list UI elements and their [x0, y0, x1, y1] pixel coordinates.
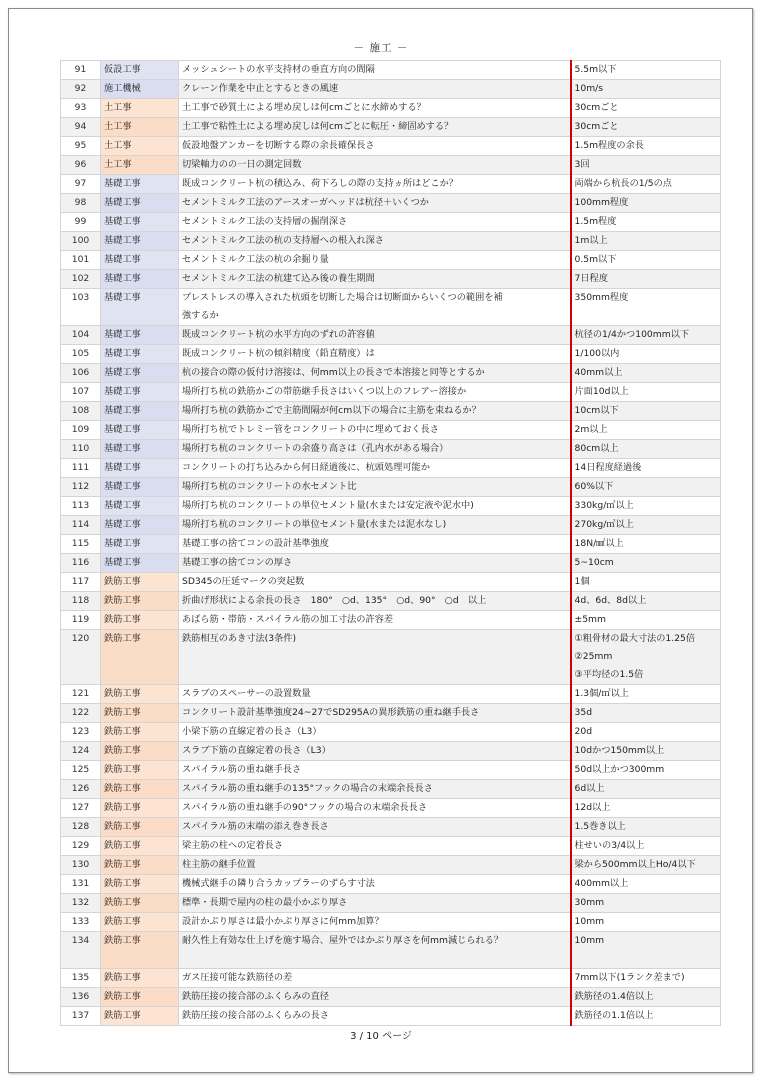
table-row [61, 535, 721, 554]
category-cell: 鉄筋工事 [101, 969, 179, 988]
category-cell: 土工事 [101, 137, 179, 156]
answer-cell: 片面10d以上 [571, 383, 721, 402]
question-cell: スパイラル筋の重ね継手の90°フックの場合の末端余長長さ [179, 799, 571, 818]
answer-cell: 400mm以上 [571, 875, 721, 894]
category-cell: 基礎工事 [101, 554, 179, 573]
category-cell: 鉄筋工事 [101, 704, 179, 723]
table-row [61, 611, 721, 630]
table-row [61, 175, 721, 194]
answer-cell [571, 630, 721, 685]
answer-cell: 50d以上かつ300mm [571, 761, 721, 780]
row-number: 118 [61, 592, 101, 611]
question-cell: セメントミルク工法の杭の支持層への根入れ深さ [179, 232, 571, 251]
category-cell: 鉄筋工事 [101, 742, 179, 761]
answer-cell: 1.3個/㎡以上 [571, 685, 721, 704]
table-row [61, 894, 721, 913]
table-row [61, 270, 721, 289]
question-cell: 機械式継手の隣り合うカップラーのずらす寸法 [179, 875, 571, 894]
table-row [61, 383, 721, 402]
category-cell: 鉄筋工事 [101, 723, 179, 742]
table-row [61, 251, 721, 270]
category-cell: 基礎工事 [101, 289, 179, 326]
row-number: 100 [61, 232, 101, 251]
category-cell: 基礎工事 [101, 478, 179, 497]
category-cell: 基礎工事 [101, 516, 179, 535]
table-row [61, 799, 721, 818]
table-row [61, 875, 721, 894]
answer-cell: 30mm [571, 894, 721, 913]
category-cell: 仮設工事 [101, 61, 179, 80]
row-number: 129 [61, 837, 101, 856]
table-row [61, 156, 721, 175]
table-row [61, 478, 721, 497]
answer-cell: 1.5m程度 [571, 213, 721, 232]
category-cell: 基礎工事 [101, 497, 179, 516]
table-row [61, 194, 721, 213]
category-cell: 基礎工事 [101, 326, 179, 345]
row-number: 104 [61, 326, 101, 345]
category-cell: 鉄筋工事 [101, 799, 179, 818]
table-row [61, 364, 721, 383]
answer-cell: 10mm [571, 932, 721, 969]
row-number: 125 [61, 761, 101, 780]
table-row [61, 80, 721, 99]
question-cell: 標準・長期で屋内の柱の最小かぶり厚さ [179, 894, 571, 913]
question-cell: 切梁軸力のの一日の測定回数 [179, 156, 571, 175]
answer-cell: 40mm以上 [571, 364, 721, 383]
question-cell: 土工事で粘性土による埋め戻しは何cmごとに転圧・締固めする？ [179, 118, 571, 137]
answer-cell: 30cmごと [571, 118, 721, 137]
category-cell: 鉄筋工事 [101, 818, 179, 837]
category-cell: 鉄筋工事 [101, 1007, 179, 1026]
table-row [61, 516, 721, 535]
answer-cell: 両端から杭長の1/5の点 [571, 175, 721, 194]
category-cell: 鉄筋工事 [101, 837, 179, 856]
table-row [61, 913, 721, 932]
category-cell: 鉄筋工事 [101, 761, 179, 780]
row-number: 137 [61, 1007, 101, 1026]
question-cell: セメントミルク工法のアースオーガヘッドは杭径＋いくつか [179, 194, 571, 213]
row-number: 120 [61, 630, 101, 685]
category-cell: 基礎工事 [101, 383, 179, 402]
table-row [61, 289, 721, 326]
table-row [61, 837, 721, 856]
table-row [61, 988, 721, 1007]
row-number: 133 [61, 913, 101, 932]
answer-cell-line: ③平均径の1.5倍 [574, 669, 644, 680]
table-row [61, 459, 721, 478]
question-cell: コンクリートの打ち込みから何日経過後に、杭頭処理可能か [179, 459, 571, 478]
qa-table [60, 60, 721, 1026]
row-number: 109 [61, 421, 101, 440]
category-cell: 基礎工事 [101, 402, 179, 421]
answer-cell: 1.5m程度の余長 [571, 137, 721, 156]
question-cell: 折曲げ形状による余長の長さ 180° ○d、135° ○d、90° ○d 以上 [179, 592, 571, 611]
table-row [61, 704, 721, 723]
category-cell: 鉄筋工事 [101, 630, 179, 685]
question-cell: スラブのスペーサーの設置数量 [179, 685, 571, 704]
question-cell: 場所打ち杭のコンクリートの余盛り高さは（孔内水がある場合） [179, 440, 571, 459]
row-number: 98 [61, 194, 101, 213]
category-cell: 鉄筋工事 [101, 592, 179, 611]
question-cell [179, 289, 571, 326]
question-cell-line: 強するか [182, 310, 219, 321]
answer-cell: 35d [571, 704, 721, 723]
answer-cell: 10m/s [571, 80, 721, 99]
question-cell: 土工事で砂質土による埋め戻しは何cmごとに水締めする？ [179, 99, 571, 118]
table-row [61, 118, 721, 137]
table-row [61, 402, 721, 421]
table-row [61, 61, 721, 80]
row-number: 93 [61, 99, 101, 118]
row-number: 113 [61, 497, 101, 516]
answer-cell: 鉄筋径の1.4倍以上 [571, 988, 721, 1007]
category-cell: 土工事 [101, 99, 179, 118]
answer-cell: 350mm程度 [571, 289, 721, 326]
answer-cell: 270kg/㎥以上 [571, 516, 721, 535]
answer-cell: 1個 [571, 573, 721, 592]
answer-cell: 12d以上 [571, 799, 721, 818]
answer-cell-line: ②25mm [574, 651, 613, 662]
question-cell-line: 耐久性上有効な仕上げを施す場合、屋外ではかぶり厚さを何mm減じられる？ [182, 935, 504, 946]
row-number: 112 [61, 478, 101, 497]
answer-cell: 5~10cm [571, 554, 721, 573]
row-number: 97 [61, 175, 101, 194]
answer-cell: 1/100以内 [571, 345, 721, 364]
question-cell: スラブ下筋の直線定着の長さ（L3） [179, 742, 571, 761]
row-number: 92 [61, 80, 101, 99]
table-row [61, 232, 721, 251]
answer-cell: 80cm以上 [571, 440, 721, 459]
question-cell: 設計かぶり厚さは最小かぶり厚さに何mm加算？ [179, 913, 571, 932]
category-cell: 鉄筋工事 [101, 913, 179, 932]
question-cell: セメントミルク工法の杭の余掘り量 [179, 251, 571, 270]
question-cell: 場所打ち杭でトレミー管をコンクリートの中に埋めておく長さ [179, 421, 571, 440]
category-cell: 鉄筋工事 [101, 780, 179, 799]
answer-cell: 0.5m以下 [571, 251, 721, 270]
row-number: 124 [61, 742, 101, 761]
question-cell [179, 932, 571, 969]
answer-cell: 6d以上 [571, 780, 721, 799]
question-cell: セメントミルク工法の支持層の掘削深さ [179, 213, 571, 232]
row-number: 119 [61, 611, 101, 630]
question-cell: 既成コンクリート杭の傾斜精度（鉛直精度）は [179, 345, 571, 364]
table-row [61, 932, 721, 969]
category-cell: 鉄筋工事 [101, 685, 179, 704]
answer-cell: 10dかつ150mm以上 [571, 742, 721, 761]
table-row [61, 780, 721, 799]
table-row [61, 742, 721, 761]
row-number: 136 [61, 988, 101, 1007]
row-number: 127 [61, 799, 101, 818]
table-row [61, 137, 721, 156]
category-cell: 基礎工事 [101, 251, 179, 270]
answer-cell: 3回 [571, 156, 721, 175]
table-row [61, 592, 721, 611]
answer-cell: 梁から500mm以上Ho/4以下 [571, 856, 721, 875]
row-number: 131 [61, 875, 101, 894]
question-cell: メッシュシートの水平支持材の垂直方向の間隔 [179, 61, 571, 80]
row-number: 103 [61, 289, 101, 326]
row-number: 128 [61, 818, 101, 837]
question-cell: 場所打ち杭のコンクリートの単位セメント量(水または泥水なし) [179, 516, 571, 535]
question-cell: 杭の接合の際の仮付け溶接は、何mm以上の長さで本溶接と同等とするか [179, 364, 571, 383]
question-cell-line [182, 950, 567, 968]
category-cell: 鉄筋工事 [101, 573, 179, 592]
question-cell: 場所打ち杭の鉄筋かごの帯筋継手長さはいくつ以上のフレアー溶接か [179, 383, 571, 402]
table-row [61, 99, 721, 118]
category-cell: 基礎工事 [101, 213, 179, 232]
category-cell: 土工事 [101, 118, 179, 137]
question-cell: セメントミルク工法の杭建て込み後の養生期間 [179, 270, 571, 289]
question-cell: 鉄筋相互のあき寸法(3条件) [179, 630, 571, 685]
row-number: 123 [61, 723, 101, 742]
row-number: 121 [61, 685, 101, 704]
answer-cell: 330kg/㎥以上 [571, 497, 721, 516]
question-cell: 仮設地盤アンカーを切断する際の余長確保長さ [179, 137, 571, 156]
row-number: 95 [61, 137, 101, 156]
question-cell: ガス圧接可能な鉄筋径の差 [179, 969, 571, 988]
row-number: 106 [61, 364, 101, 383]
category-cell: 鉄筋工事 [101, 875, 179, 894]
category-cell: 基礎工事 [101, 440, 179, 459]
answer-cell: 5.5m以下 [571, 61, 721, 80]
answer-cell: 60%以下 [571, 478, 721, 497]
category-cell: 基礎工事 [101, 270, 179, 289]
table-row [61, 818, 721, 837]
table-row [61, 421, 721, 440]
question-cell: スパイラル筋の重ね継手の135°フックの場合の末端余長長さ [179, 780, 571, 799]
row-number: 122 [61, 704, 101, 723]
question-cell: 場所打ち杭の鉄筋かごで主筋間隔が何cm以下の場合に主筋を束ねるか？ [179, 402, 571, 421]
row-number: 94 [61, 118, 101, 137]
table-row [61, 856, 721, 875]
answer-cell: 1.5巻き以上 [571, 818, 721, 837]
table-row [61, 497, 721, 516]
question-cell: 場所打ち杭のコンクリートの単位セメント量(水または安定液や泥水中) [179, 497, 571, 516]
answer-cell: 杭径の1/4かつ100mm以下 [571, 326, 721, 345]
row-number: 114 [61, 516, 101, 535]
category-cell: 基礎工事 [101, 364, 179, 383]
answer-cell: 7mm以下(1ランク差まで) [571, 969, 721, 988]
category-cell: 鉄筋工事 [101, 988, 179, 1007]
answer-cell: 7日程度 [571, 270, 721, 289]
row-number: 115 [61, 535, 101, 554]
answer-cell: 1m以上 [571, 232, 721, 251]
row-number: 135 [61, 969, 101, 988]
answer-cell: 30cmごと [571, 99, 721, 118]
table-row [61, 685, 721, 704]
answer-cell: 10mm [571, 913, 721, 932]
category-cell: 基礎工事 [101, 175, 179, 194]
row-number: 117 [61, 573, 101, 592]
answer-cell: 10cm以下 [571, 402, 721, 421]
question-cell: 基礎工事の捨てコンの厚さ [179, 554, 571, 573]
table-row [61, 1007, 721, 1026]
question-cell: クレーン作業を中止とするときの風速 [179, 80, 571, 99]
table-row [61, 723, 721, 742]
row-number: 108 [61, 402, 101, 421]
question-cell: 基礎工事の捨てコンの設計基準強度 [179, 535, 571, 554]
row-number: 111 [61, 459, 101, 478]
row-number: 96 [61, 156, 101, 175]
table-row [61, 630, 721, 685]
section-title: － 施工 － [353, 42, 409, 54]
row-number: 126 [61, 780, 101, 799]
row-number: 102 [61, 270, 101, 289]
question-cell: スパイラル筋の末端の添え巻き長さ [179, 818, 571, 837]
question-cell: 鉄筋圧接の接合部のふくらみの長さ [179, 1007, 571, 1026]
answer-cell: 100mm程度 [571, 194, 721, 213]
answer-cell: 14日程度経過後 [571, 459, 721, 478]
table-row [61, 326, 721, 345]
category-cell: 基礎工事 [101, 535, 179, 554]
category-cell: 施工機械 [101, 80, 179, 99]
question-cell: スパイラル筋の重ね継手長さ [179, 761, 571, 780]
row-number: 99 [61, 213, 101, 232]
table-row [61, 573, 721, 592]
question-cell: 鉄筋圧接の接合部のふくらみの直径 [179, 988, 571, 1007]
question-cell: 小梁下筋の直線定着の長さ（L3） [179, 723, 571, 742]
question-cell: 梁主筋の柱への定着長さ [179, 837, 571, 856]
category-cell: 基礎工事 [101, 421, 179, 440]
question-cell: 柱主筋の継手位置 [179, 856, 571, 875]
row-number: 101 [61, 251, 101, 270]
category-cell: 鉄筋工事 [101, 856, 179, 875]
answer-cell: 20d [571, 723, 721, 742]
table-row [61, 440, 721, 459]
question-cell: SD345の圧延マークの突起数 [179, 573, 571, 592]
page-number: 3 / 10 ページ [350, 1031, 412, 1042]
answer-cell: 4d、6d、8d以上 [571, 592, 721, 611]
question-cell: 既成コンクリート杭の積込み、荷下ろしの際の支持ヵ所はどこか？ [179, 175, 571, 194]
answer-cell-line: ①粗骨材の最大寸法の1.25倍 [574, 633, 696, 644]
question-cell-line: プレストレスの導入された杭頭を切断した場合は切断面からいくつの範囲を補 [182, 292, 503, 303]
answer-cell: 柱せいの3/4以上 [571, 837, 721, 856]
table-row [61, 554, 721, 573]
category-cell: 基礎工事 [101, 232, 179, 251]
answer-cell: 2m以上 [571, 421, 721, 440]
row-number: 107 [61, 383, 101, 402]
row-number: 91 [61, 61, 101, 80]
row-number: 132 [61, 894, 101, 913]
answer-cell: ±5mm [571, 611, 721, 630]
answer-cell: 18N/㎟以上 [571, 535, 721, 554]
row-number: 116 [61, 554, 101, 573]
question-cell: 既成コンクリート杭の水平方向のずれの許容値 [179, 326, 571, 345]
answer-cell: 鉄筋径の1.1倍以上 [571, 1007, 721, 1026]
row-number: 134 [61, 932, 101, 969]
row-number: 130 [61, 856, 101, 875]
category-cell: 鉄筋工事 [101, 894, 179, 913]
question-cell: コンクリート設計基準強度24~27でSD295Aの異形鉄筋の重ね継手長さ [179, 704, 571, 723]
question-cell: あばら筋・帯筋・スパイラル筋の加工寸法の許容差 [179, 611, 571, 630]
category-cell: 基礎工事 [101, 194, 179, 213]
row-number: 110 [61, 440, 101, 459]
category-cell: 鉄筋工事 [101, 611, 179, 630]
row-number: 105 [61, 345, 101, 364]
table-row [61, 761, 721, 780]
category-cell: 基礎工事 [101, 345, 179, 364]
table-row [61, 969, 721, 988]
question-cell: 場所打ち杭のコンクリートの水セメント比 [179, 478, 571, 497]
table-row [61, 213, 721, 232]
table-row [61, 345, 721, 364]
category-cell: 基礎工事 [101, 459, 179, 478]
category-cell: 鉄筋工事 [101, 932, 179, 969]
category-cell: 土工事 [101, 156, 179, 175]
